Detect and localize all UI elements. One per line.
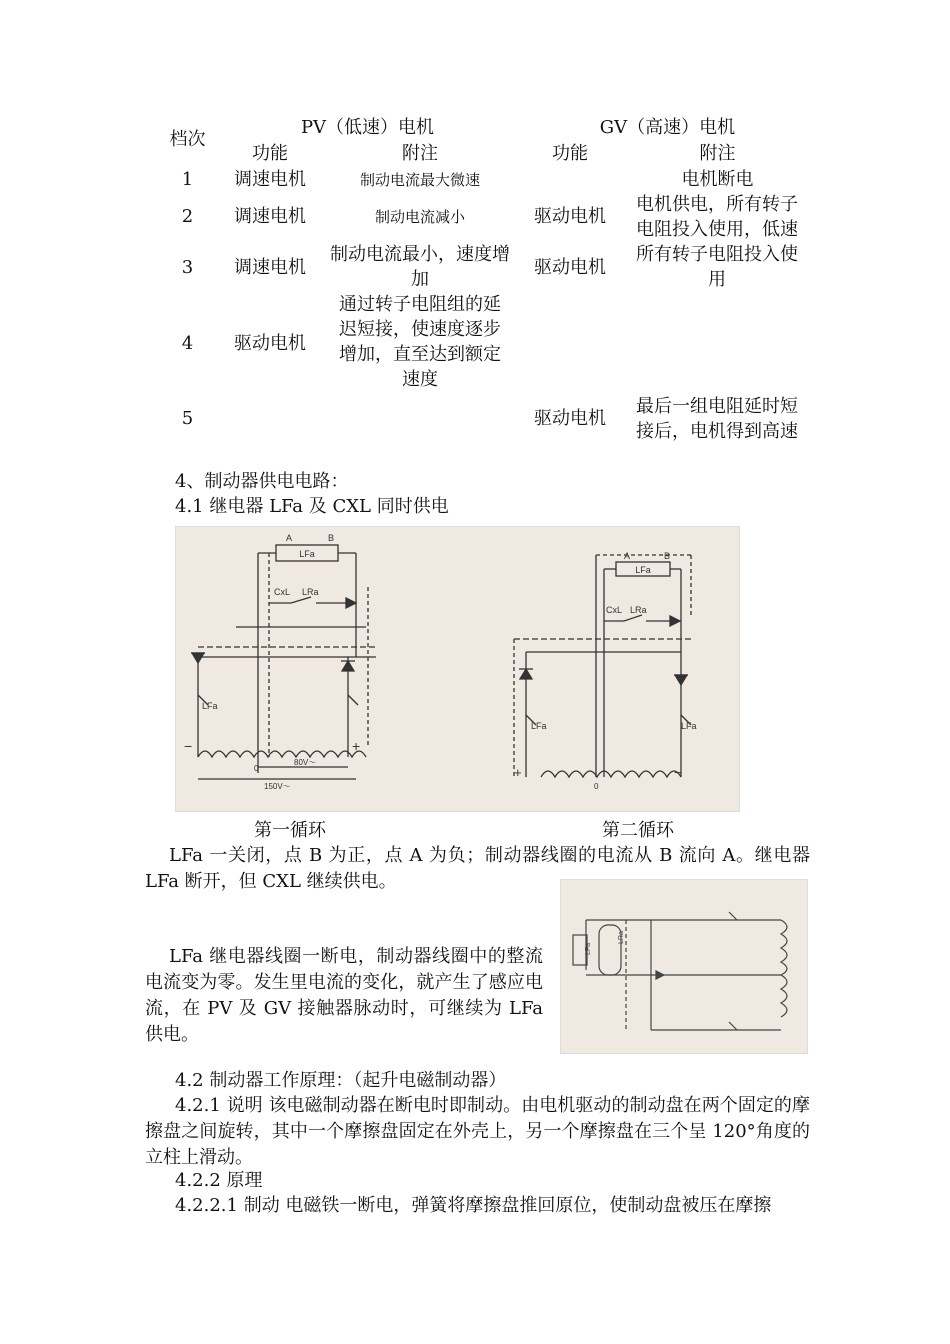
svg-text:LFa: LFa — [531, 721, 547, 731]
svg-text:A: A — [624, 551, 631, 561]
induction-circuit-diagram — [561, 880, 807, 1053]
pv-func-header: 功能 — [252, 143, 288, 164]
svg-text:CxL: CxL — [274, 587, 291, 597]
row3-gv-note: 所有转子电阻投入使用 — [636, 244, 798, 290]
section4221-text: 4.2.2.1 制动 电磁铁一断电，弹簧将摩擦盘推回原位，使制动盘被压在摩擦 — [175, 1195, 772, 1216]
row5-gv-func: 驱动电机 — [534, 408, 606, 429]
row1-pv-note: 制动电流最大微速 — [359, 171, 480, 189]
row3-gv-func: 驱动电机 — [534, 257, 606, 278]
section42-heading: 4.2 制动器工作原理：（起升电磁制动器） — [175, 1070, 507, 1091]
circuit-figure-1 — [175, 526, 740, 812]
svg-text:0: 0 — [254, 764, 259, 773]
svg-text:80V～: 80V～ — [294, 758, 317, 767]
row3-pv-func: 调速电机 — [234, 257, 306, 278]
gv-note-header: 附注 — [699, 143, 736, 164]
gv-func-header: 功能 — [552, 143, 588, 164]
svg-text:B: B — [328, 533, 335, 543]
svg-text:−: − — [184, 738, 193, 754]
row5-gear: 5 — [181, 408, 194, 429]
pv-title: PV（低速）电机 — [300, 117, 435, 138]
section41-heading: 4.1 继电器 LFa 及 CXL 同时供电 — [175, 496, 449, 517]
section422-heading: 4.2.2 原理 — [175, 1170, 263, 1191]
section421-text: 4.2.1 说明 该电磁制动器在断电时即制动。由电机驱动的制动盘在两个固定的摩擦盘之间旋转，其中一个摩擦盘固定在外壳上，另一个摩擦盘在三个呈 120°角度的立柱上滑动。 — [145, 1095, 810, 1168]
row2-gear: 2 — [181, 206, 194, 227]
col-gear-header: 档次 — [169, 129, 206, 150]
svg-text:0: 0 — [594, 782, 599, 791]
svg-text:A: A — [286, 533, 293, 543]
row4-gear: 4 — [181, 333, 194, 354]
pv-note-header: 附注 — [402, 143, 438, 164]
svg-text:−: − — [674, 765, 682, 780]
row2-gv-note: 电机供电，所有转子电阻投入使用，低速 — [636, 194, 798, 240]
svg-text:LFa: LFa — [681, 721, 697, 731]
row1-gv-note: 电机断电 — [681, 169, 754, 190]
row1-pv-func: 调速电机 — [234, 169, 306, 190]
svg-text:150V～: 150V～ — [264, 782, 291, 791]
svg-text:LRa: LRa — [618, 931, 625, 944]
svg-text:LFa: LFa — [299, 549, 315, 559]
svg-text:LFa: LFa — [585, 942, 592, 955]
row1-gear: 1 — [181, 169, 194, 190]
paragraph-lfa-deenergize: LFa 继电器线圈一断电，制动器线圈中的整流电流变为零。发生里电流的变化，就产生了感应电流，在 PV 及 GV 接触器脉动时，可继续为 LFa 供电。 — [145, 946, 543, 1045]
row3-gear: 3 — [181, 257, 194, 278]
svg-text:CxL: CxL — [606, 605, 623, 615]
caption-second-cycle: 第二循环 — [602, 820, 674, 841]
row2-pv-note: 制动电流减小 — [374, 208, 465, 226]
caption-first-cycle: 第一循环 — [254, 820, 326, 841]
paragraph-lfa-close: LFa 一关闭，点 B 为正，点 A 为负；制动器线圈的电流从 B 流向 A。继电器 LFa 断开，但 CXL 继续供电。 — [145, 845, 810, 892]
svg-text:LFa: LFa — [635, 565, 651, 575]
svg-text:+: + — [514, 765, 522, 780]
svg-text:LFa: LFa — [202, 701, 218, 711]
svg-text:+: + — [352, 738, 361, 754]
svg-text:LRa: LRa — [630, 605, 647, 615]
row4-pv-note: 通过转子电阻组的延迟短接，使速度逐步增加，直至达到额定速度 — [339, 294, 501, 390]
row4-pv-func: 驱动电机 — [234, 333, 306, 354]
circuit-diagram-cycles — [176, 527, 739, 811]
svg-text:LRa: LRa — [302, 587, 319, 597]
circuit-figure-2 — [560, 879, 808, 1054]
svg-text:B: B — [664, 551, 671, 561]
gv-title: GV（高速）电机 — [599, 117, 736, 138]
section4-heading: 4、制动器供电电路： — [175, 471, 349, 492]
row5-gv-note: 最后一组电阻延时短接后，电机得到高速 — [636, 396, 798, 442]
row3-pv-note: 制动电流最小，速度增加 — [330, 244, 510, 290]
row2-gv-func: 驱动电机 — [534, 206, 606, 227]
row2-pv-func: 调速电机 — [234, 206, 306, 227]
